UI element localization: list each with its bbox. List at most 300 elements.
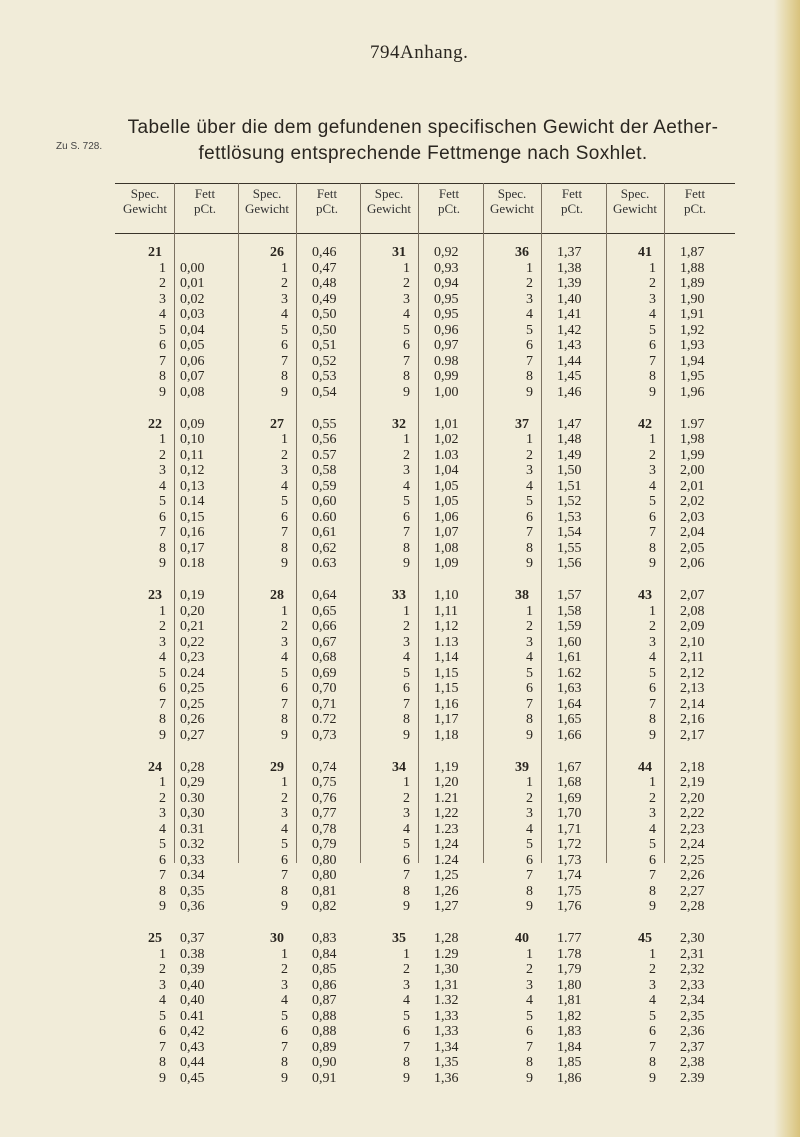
fat-percent-value: 0,79 [312, 837, 337, 853]
gravity-digit: 4 [159, 307, 166, 323]
fat-percent-value: 2,01 [680, 478, 705, 494]
fat-percent-value: 0,19 [180, 588, 205, 603]
gravity-digit: 5 [403, 322, 410, 338]
fat-percent-value: 2,24 [680, 837, 705, 853]
fat-percent-value: 1,51 [557, 478, 582, 494]
fat-percent-value: 1,91 [680, 307, 705, 323]
gravity-digit: 9 [526, 556, 533, 572]
fat-percent-value: 1,28 [434, 931, 459, 946]
fat-percent-value: 0,25 [180, 681, 205, 697]
gravity-group-head: 27 [270, 416, 284, 432]
fat-percent-value: 1.13 [434, 634, 459, 650]
fat-percent-value: 1,27 [434, 899, 459, 915]
gravity-digit: 9 [281, 556, 288, 572]
fat-percent-value: 1,04 [434, 463, 459, 479]
gravity-digit: 7 [403, 696, 410, 712]
gravity-group-head: 35 [392, 931, 406, 946]
fat-percent-value: 0,07 [180, 369, 205, 385]
table-title [118, 115, 728, 167]
fat-percent-value: 1,50 [557, 463, 582, 479]
gravity-digit: 9 [649, 899, 656, 915]
fat-percent-value: 1,57 [557, 588, 582, 603]
gravity-digit: 4 [403, 478, 410, 494]
fat-percent-value: 0,50 [312, 307, 337, 323]
fat-percent-value: 0,46 [312, 245, 337, 260]
gravity-digit: 9 [403, 899, 410, 915]
fat-percent-value: 0,01 [180, 276, 205, 292]
fat-percent-value: 0,89 [312, 1039, 337, 1055]
fat-percent-value: 0,88 [312, 1008, 337, 1024]
gravity-digit: 5 [281, 665, 288, 681]
gravity-digit: 6 [649, 1024, 656, 1040]
fat-percent-value: 1,18 [434, 727, 459, 743]
fat-percent-value: 1,55 [557, 540, 582, 556]
column-header-line: Spec. [497, 186, 527, 201]
fat-percent-value: 1,76 [557, 899, 582, 915]
fat-percent-value: 1,31 [434, 977, 459, 993]
gravity-digit: 4 [281, 650, 288, 666]
gravity-group-head: 24 [148, 759, 162, 775]
gravity-digit: 2 [649, 962, 656, 978]
gravity-digit: 5 [281, 494, 288, 510]
gravity-digit: 3 [159, 463, 166, 479]
gravity-digit: 7 [281, 1039, 288, 1055]
fat-percent-value: 0,28 [180, 759, 205, 775]
gravity-digit: 5 [649, 837, 656, 853]
fat-percent-value: 0,30 [180, 806, 205, 822]
page-number: 794 [370, 42, 400, 63]
fat-percent-value: 1,52 [557, 494, 582, 510]
fat-percent-value: 0,10 [180, 432, 205, 448]
gravity-digit: 3 [159, 634, 166, 650]
gravity-digit: 7 [159, 353, 166, 369]
fat-percent-value: 1,38 [557, 260, 582, 276]
gravity-digit: 2 [649, 276, 656, 292]
fat-percent-value: 0,73 [312, 727, 337, 743]
gravity-digit: 1 [281, 260, 288, 276]
fat-percent-value: 0,54 [312, 384, 337, 400]
fat-percent-value: 2,16 [680, 712, 705, 728]
gravity-digit: 5 [649, 665, 656, 681]
gravity-digit: 6 [526, 681, 533, 697]
fat-percent-value: 1,93 [680, 338, 705, 354]
fat-percent-value: 0,20 [180, 603, 205, 619]
fat-percent-value: 0,99 [434, 369, 459, 385]
gravity-digit: 7 [649, 525, 656, 541]
column-header-line: Spec. [620, 186, 650, 201]
gravity-digit: 8 [403, 540, 410, 556]
gravity-digit: 2 [649, 447, 656, 463]
gravity-digit: 6 [159, 1024, 166, 1040]
gravity-digit: 7 [281, 525, 288, 541]
gravity-group-head: 31 [392, 245, 406, 260]
fat-percent-value: 2,07 [680, 588, 705, 603]
fat-percent-value: 0,56 [312, 432, 337, 448]
fat-percent-value: 0.98 [434, 353, 459, 369]
fat-percent-value: 2,23 [680, 821, 705, 837]
gravity-digit: 4 [526, 993, 533, 1009]
gravity-digit: 1 [403, 260, 410, 276]
fat-percent-value: 0.18 [180, 556, 205, 572]
fat-percent-value: 2,10 [680, 634, 705, 650]
gravity-digit: 6 [281, 509, 288, 525]
gravity-digit: 9 [526, 727, 533, 743]
gravity-digit: 9 [159, 899, 166, 915]
fat-percent-value: 1,12 [434, 619, 459, 635]
fat-percent-value: 1,92 [680, 322, 705, 338]
fat-percent-value: 0,43 [180, 1039, 205, 1055]
fat-percent-value: 0,47 [312, 260, 337, 276]
gravity-digit: 9 [649, 1070, 656, 1086]
fat-percent-value: 1,15 [434, 665, 459, 681]
gravity-digit: 5 [159, 322, 166, 338]
fat-percent-value: 0,87 [312, 993, 337, 1009]
fat-percent-value: 0,83 [312, 931, 337, 946]
gravity-digit: 4 [159, 478, 166, 494]
gravity-digit: 8 [159, 369, 166, 385]
gravity-group-head: 29 [270, 759, 284, 775]
gravity-digit: 2 [159, 276, 166, 292]
fat-percent-value: 1,70 [557, 806, 582, 822]
fat-percent-value: 0,71 [312, 696, 337, 712]
gravity-digit: 4 [159, 993, 166, 1009]
fat-percent-value: 0,22 [180, 634, 205, 650]
header-bottom-rule [115, 233, 735, 234]
fat-percent-value: 1,79 [557, 962, 582, 978]
gravity-digit: 4 [526, 821, 533, 837]
gravity-digit: 9 [159, 384, 166, 400]
fat-percent-value: 0,39 [180, 962, 205, 978]
gravity-digit: 9 [526, 1070, 533, 1086]
gravity-digit: 8 [526, 369, 533, 385]
fat-percent-value: 1,68 [557, 775, 582, 791]
fat-percent-value: 2,04 [680, 525, 705, 541]
gravity-digit: 5 [159, 665, 166, 681]
gravity-digit: 7 [526, 525, 533, 541]
gravity-digit: 7 [526, 696, 533, 712]
gravity-digit: 9 [281, 384, 288, 400]
gravity-digit: 8 [526, 883, 533, 899]
fat-percent-value: 1,89 [680, 276, 705, 292]
fat-percent-value: 2,02 [680, 494, 705, 510]
gravity-digit: 1 [649, 775, 656, 791]
gravity-digit: 4 [159, 650, 166, 666]
gravity-digit: 6 [403, 852, 410, 868]
gravity-digit: 5 [526, 665, 533, 681]
fat-percent-value: 0,53 [312, 369, 337, 385]
gravity-digit: 5 [159, 494, 166, 510]
fat-percent-value: 0,78 [312, 821, 337, 837]
fat-percent-value: 1,10 [434, 588, 459, 603]
gravity-digit: 5 [159, 837, 166, 853]
fat-percent-value: 0,60 [312, 494, 337, 510]
column-header-fett-pct [664, 186, 726, 216]
gravity-group-head: 32 [392, 416, 406, 432]
gravity-digit: 1 [526, 946, 533, 962]
gravity-digit: 1 [403, 432, 410, 448]
fat-percent-value: 1.21 [434, 790, 459, 806]
fat-percent-value: 1,33 [434, 1024, 459, 1040]
fat-percent-value: 1,61 [557, 650, 582, 666]
table-title-line-1: Tabelle über die dem gefundenen specifischen Gewicht der Aether- [127, 117, 719, 138]
gravity-digit: 6 [403, 1024, 410, 1040]
fat-percent-value: 1,43 [557, 338, 582, 354]
fat-percent-value: 0,04 [180, 322, 205, 338]
column-header-spec-gewicht [236, 186, 298, 216]
fat-percent-value: 0,64 [312, 588, 337, 603]
fat-percent-value: 0,52 [312, 353, 337, 369]
gravity-digit: 5 [526, 494, 533, 510]
column-header-line: Fett [561, 186, 583, 201]
gravity-digit: 9 [159, 1070, 166, 1086]
column-divider [174, 183, 175, 863]
gravity-digit: 6 [526, 852, 533, 868]
fat-percent-value: 0,21 [180, 619, 205, 635]
column-divider [418, 183, 419, 863]
gravity-digit: 2 [526, 962, 533, 978]
fat-percent-value: 1,14 [434, 650, 459, 666]
fat-percent-value: 1,02 [434, 432, 459, 448]
fat-percent-value: 0,96 [434, 322, 459, 338]
gravity-group-head: 44 [638, 759, 652, 775]
fat-percent-value: 0,08 [180, 384, 205, 400]
fat-percent-value: 0.57 [312, 447, 337, 463]
gravity-digit: 7 [403, 525, 410, 541]
gravity-digit: 6 [159, 852, 166, 868]
fat-percent-value: 0,44 [180, 1055, 205, 1071]
fat-percent-value: 2,08 [680, 603, 705, 619]
gravity-digit: 2 [526, 790, 533, 806]
fat-percent-value: 0,82 [312, 899, 337, 915]
column-header-line: pCt. [437, 201, 461, 216]
fat-percent-value: 1,63 [557, 681, 582, 697]
gravity-digit: 1 [159, 603, 166, 619]
fat-percent-value: 1.78 [557, 946, 582, 962]
fat-percent-value: 1,65 [557, 712, 582, 728]
fat-percent-value: 0,12 [180, 463, 205, 479]
gravity-digit: 2 [403, 276, 410, 292]
gravity-group-head: 26 [270, 245, 284, 260]
fat-percent-value: 1,48 [557, 432, 582, 448]
gravity-digit: 9 [281, 1070, 288, 1086]
gravity-digit: 9 [526, 899, 533, 915]
gravity-digit: 2 [159, 790, 166, 806]
gravity-digit: 1 [281, 603, 288, 619]
fat-percent-value: 1,40 [557, 291, 582, 307]
fat-percent-value: 2,19 [680, 775, 705, 791]
gravity-digit: 6 [281, 681, 288, 697]
gravity-digit: 7 [649, 868, 656, 884]
column-header-line: Gewicht [244, 201, 290, 216]
fat-percent-value: 2,09 [680, 619, 705, 635]
fat-percent-value: 0,93 [434, 260, 459, 276]
fat-percent-value: 1,67 [557, 759, 582, 775]
gravity-digit: 5 [281, 1008, 288, 1024]
gravity-digit: 4 [281, 993, 288, 1009]
fat-percent-value: 1,69 [557, 790, 582, 806]
gravity-group-head: 25 [148, 931, 162, 946]
gravity-digit: 8 [403, 712, 410, 728]
fat-percent-value: 1,73 [557, 852, 582, 868]
fat-percent-value: 0,15 [180, 509, 205, 525]
fat-percent-value: 0,61 [312, 525, 337, 541]
column-header-line: pCt. [193, 201, 217, 216]
fat-percent-value: 0,85 [312, 962, 337, 978]
gravity-digit: 9 [281, 727, 288, 743]
fat-percent-value: 1,05 [434, 478, 459, 494]
fat-percent-value: 2,30 [680, 931, 705, 946]
table-top-rule [115, 183, 735, 184]
fat-percent-value: 1,72 [557, 837, 582, 853]
fat-percent-value: 2,26 [680, 868, 705, 884]
gravity-digit: 9 [159, 727, 166, 743]
fat-percent-value: 1,85 [557, 1055, 582, 1071]
gravity-digit: 4 [159, 821, 166, 837]
gravity-digit: 9 [403, 1070, 410, 1086]
fat-percent-value: 1,98 [680, 432, 705, 448]
fat-percent-value: 0,27 [180, 727, 205, 743]
gravity-digit: 6 [281, 338, 288, 354]
fat-percent-value: 0,33 [180, 852, 205, 868]
fat-percent-value: 1.23 [434, 821, 459, 837]
column-divider [606, 183, 607, 863]
fat-percent-value: 1,33 [434, 1008, 459, 1024]
fat-percent-value: 1,75 [557, 883, 582, 899]
fat-percent-value: 1,46 [557, 384, 582, 400]
gravity-digit: 7 [649, 353, 656, 369]
fat-percent-value: 2,12 [680, 665, 705, 681]
fat-percent-value: 0,80 [312, 852, 337, 868]
fat-percent-value: 0,81 [312, 883, 337, 899]
gravity-digit: 3 [403, 291, 410, 307]
fat-percent-value: 0.31 [180, 821, 205, 837]
gravity-digit: 9 [403, 727, 410, 743]
gravity-digit: 1 [649, 603, 656, 619]
gravity-digit: 2 [403, 619, 410, 635]
gravity-digit: 8 [649, 1055, 656, 1071]
gravity-digit: 3 [526, 463, 533, 479]
fat-percent-value: 0.60 [312, 509, 337, 525]
gravity-digit: 3 [649, 806, 656, 822]
fat-percent-value: 1,99 [680, 447, 705, 463]
gravity-digit: 2 [159, 447, 166, 463]
gravity-digit: 2 [403, 790, 410, 806]
fat-percent-value: 1,37 [557, 245, 582, 260]
fat-percent-value: 1,60 [557, 634, 582, 650]
gravity-digit: 3 [526, 634, 533, 650]
fat-percent-value: 1,17 [434, 712, 459, 728]
fat-percent-value: 1,87 [680, 245, 705, 260]
fat-percent-value: 0,25 [180, 696, 205, 712]
gravity-digit: 5 [403, 494, 410, 510]
gravity-digit: 3 [649, 291, 656, 307]
gravity-group-head: 38 [515, 588, 529, 603]
fat-percent-value: 0,37 [180, 931, 205, 946]
page-edge-shading [774, 0, 800, 1137]
fat-percent-value: 0,66 [312, 619, 337, 635]
gravity-digit: 5 [403, 837, 410, 853]
fat-percent-value: 0,97 [434, 338, 459, 354]
fat-percent-value: 2,13 [680, 681, 705, 697]
gravity-digit: 3 [649, 463, 656, 479]
fat-percent-value: 0,84 [312, 946, 337, 962]
gravity-digit: 7 [159, 1039, 166, 1055]
gravity-digit: 2 [159, 619, 166, 635]
fat-percent-value: 0,62 [312, 540, 337, 556]
column-header-line: Gewicht [489, 201, 535, 216]
gravity-digit: 6 [403, 681, 410, 697]
gravity-digit: 6 [159, 338, 166, 354]
gravity-digit: 4 [649, 478, 656, 494]
gravity-digit: 3 [281, 463, 288, 479]
gravity-digit: 2 [649, 790, 656, 806]
fat-percent-value: 1,64 [557, 696, 582, 712]
fat-percent-value: 0,55 [312, 416, 337, 432]
fat-percent-value: 2,27 [680, 883, 705, 899]
column-header-line: Fett [316, 186, 338, 201]
fat-percent-value: 0,76 [312, 790, 337, 806]
gravity-digit: 2 [526, 619, 533, 635]
gravity-digit: 5 [281, 322, 288, 338]
gravity-digit: 7 [403, 353, 410, 369]
gravity-digit: 6 [403, 509, 410, 525]
gravity-group-head: 22 [148, 416, 162, 432]
gravity-digit: 7 [526, 353, 533, 369]
column-header-line: Fett [684, 186, 706, 201]
gravity-digit: 8 [281, 369, 288, 385]
fat-percent-value: 0,03 [180, 307, 205, 323]
fat-percent-value: 2,06 [680, 556, 705, 572]
fat-percent-value: 0,00 [180, 260, 205, 276]
gravity-digit: 8 [159, 540, 166, 556]
gravity-digit: 3 [159, 977, 166, 993]
column-header-line: Gewicht [366, 201, 412, 216]
fat-percent-value: 0,29 [180, 775, 205, 791]
fat-percent-value: 2,36 [680, 1024, 705, 1040]
fat-percent-value: 1,09 [434, 556, 459, 572]
gravity-digit: 9 [159, 556, 166, 572]
gravity-digit: 6 [526, 338, 533, 354]
fat-percent-value: 0,23 [180, 650, 205, 666]
gravity-digit: 6 [649, 852, 656, 868]
fat-percent-value: 2,28 [680, 899, 705, 915]
column-header-spec-gewicht [358, 186, 420, 216]
fat-percent-value: 1,81 [557, 993, 582, 1009]
gravity-digit: 4 [403, 821, 410, 837]
fat-percent-value: 0.38 [180, 946, 205, 962]
gravity-digit: 4 [403, 650, 410, 666]
gravity-digit: 8 [649, 540, 656, 556]
gravity-digit: 2 [281, 447, 288, 463]
gravity-digit: 3 [649, 977, 656, 993]
gravity-digit: 4 [403, 307, 410, 323]
gravity-digit: 4 [403, 993, 410, 1009]
fat-percent-value: 2,14 [680, 696, 705, 712]
fat-percent-value: 1.32 [434, 993, 459, 1009]
fat-percent-value: 0,40 [180, 977, 205, 993]
fat-percent-value: 0,58 [312, 463, 337, 479]
fat-percent-value: 0,51 [312, 338, 337, 354]
gravity-digit: 2 [403, 447, 410, 463]
fat-percent-value: 1,53 [557, 509, 582, 525]
gravity-digit: 8 [281, 540, 288, 556]
gravity-digit: 9 [403, 556, 410, 572]
gravity-digit: 9 [649, 556, 656, 572]
gravity-digit: 1 [281, 775, 288, 791]
column-header-line: pCt. [315, 201, 339, 216]
gravity-digit: 7 [526, 1039, 533, 1055]
gravity-digit: 9 [403, 384, 410, 400]
